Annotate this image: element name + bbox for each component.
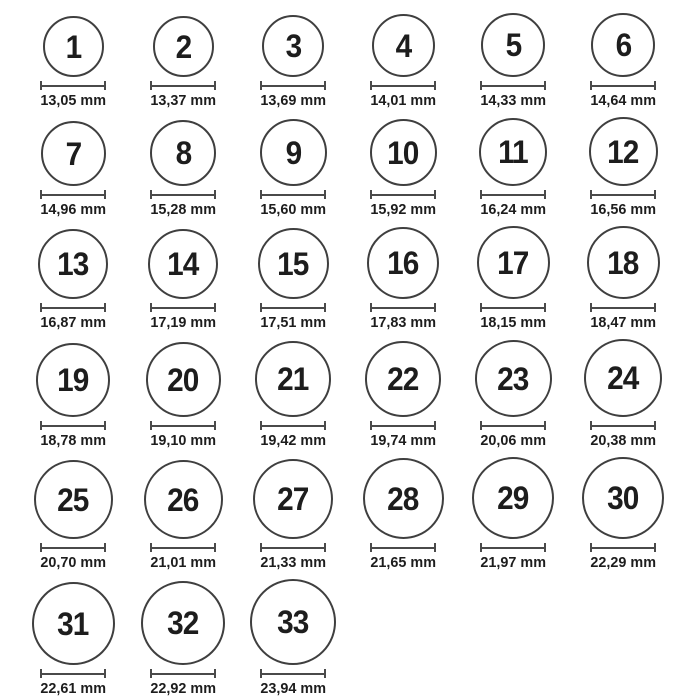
ring-size-number: 1: [65, 28, 81, 65]
ring-circle: [367, 227, 439, 299]
diameter-label: 22,61 mm: [40, 680, 106, 697]
ring-circle: [260, 119, 327, 186]
ring-size-item: [458, 118, 568, 219]
ring-size-number: 12: [607, 133, 639, 170]
ring-circle: [141, 581, 225, 665]
ring-circle: [479, 118, 547, 186]
diameter-dimension-line: [260, 669, 326, 678]
ring-size-number: 18: [607, 244, 639, 281]
ring-circle: [472, 457, 554, 539]
diameter-label: 20,38 mm: [590, 432, 656, 449]
ring-circle: [262, 15, 324, 77]
ring-size-item: [568, 339, 678, 450]
diameter-dimension-line: [590, 303, 656, 312]
ring-size-item: [568, 13, 678, 110]
ring-size-item: [18, 121, 128, 219]
ring-size-number: 4: [395, 27, 411, 64]
ring-size-number: 22: [387, 361, 419, 397]
ring-size-number: 21: [277, 361, 309, 397]
diameter-label: 13,05 mm: [40, 92, 106, 109]
diameter-dimension-line: [260, 421, 326, 430]
chart-row: [18, 13, 700, 110]
ring-size-item: [18, 343, 128, 450]
ring-circle: [370, 119, 437, 186]
ring-size-number: 30: [607, 480, 639, 516]
diameter-dimension-line: [370, 303, 436, 312]
ring-size-item: [568, 457, 678, 572]
diameter-dimension-line: [40, 421, 106, 430]
ring-circle: [150, 120, 216, 186]
diameter-label: 13,69 mm: [260, 92, 326, 109]
ring-size-item: [128, 581, 238, 698]
diameter-dimension-line: [480, 190, 546, 199]
ring-size-number: 33: [277, 604, 309, 640]
ring-circle: [38, 229, 108, 299]
diameter-dimension-line: [590, 190, 656, 199]
ring-size-item: [348, 14, 458, 110]
ring-size-number: 31: [57, 605, 89, 642]
diameter-dimension-line: [370, 81, 436, 90]
diameter-label: 14,33 mm: [480, 92, 546, 109]
ring-circle: [153, 16, 214, 77]
diameter-dimension-line: [370, 543, 436, 552]
diameter-label: 16,24 mm: [480, 201, 546, 218]
diameter-label: 18,47 mm: [590, 314, 656, 331]
ring-size-item: [458, 457, 568, 572]
ring-size-number: 26: [167, 481, 199, 518]
diameter-label: 17,83 mm: [370, 314, 436, 331]
ring-size-number: 6: [615, 27, 631, 63]
diameter-dimension-line: [590, 421, 656, 430]
diameter-dimension-line: [370, 421, 436, 430]
ring-circle: [582, 457, 664, 539]
diameter-label: 23,94 mm: [260, 680, 326, 697]
diameter-dimension-line: [480, 543, 546, 552]
diameter-dimension-line: [40, 81, 106, 90]
ring-size-number: 24: [607, 360, 639, 396]
diameter-dimension-line: [150, 303, 216, 312]
diameter-dimension-line: [590, 543, 656, 552]
ring-size-number: 13: [57, 246, 89, 282]
ring-size-number: 28: [387, 480, 419, 517]
diameter-dimension-line: [150, 81, 216, 90]
ring-size-number: 15: [277, 245, 309, 282]
ring-circle: [363, 458, 444, 539]
diameter-label: 20,70 mm: [40, 554, 106, 571]
ring-size-number: 20: [167, 361, 199, 398]
diameter-label: 14,01 mm: [370, 92, 436, 109]
ring-size-item: [458, 13, 568, 110]
diameter-dimension-line: [40, 669, 106, 678]
ring-size-item: [18, 16, 128, 110]
ring-circle: [372, 14, 435, 77]
ring-circle: [41, 121, 106, 186]
ring-circle: [481, 13, 545, 77]
ring-circle: [589, 117, 658, 186]
ring-circle: [365, 341, 441, 417]
ring-size-item: [568, 117, 678, 219]
ring-size-number: 11: [498, 134, 528, 170]
diameter-dimension-line: [40, 543, 106, 552]
ring-size-item: [238, 15, 348, 110]
diameter-label: 14,64 mm: [590, 92, 656, 109]
ring-size-item: [238, 459, 348, 572]
ring-circle: [591, 13, 655, 77]
ring-size-number: 8: [175, 135, 191, 171]
chart-row: [18, 579, 700, 698]
ring-size-number: 2: [175, 28, 191, 65]
ring-size-number: 7: [65, 135, 81, 172]
diameter-dimension-line: [150, 190, 216, 199]
ring-circle: [250, 579, 336, 665]
diameter-dimension-line: [370, 190, 436, 199]
diameter-label: 16,56 mm: [590, 201, 656, 218]
diameter-label: 19,74 mm: [370, 432, 436, 449]
chart-row: [18, 457, 700, 572]
ring-circle: [477, 226, 550, 299]
ring-circle: [34, 460, 113, 539]
ring-circle: [258, 228, 329, 299]
ring-size-item: [128, 229, 238, 332]
diameter-label: 21,65 mm: [370, 554, 436, 571]
diameter-label: 18,15 mm: [480, 314, 546, 331]
ring-size-item: [128, 342, 238, 450]
diameter-dimension-line: [260, 543, 326, 552]
diameter-label: 13,37 mm: [150, 92, 216, 109]
diameter-dimension-line: [150, 421, 216, 430]
ring-size-number: 29: [497, 480, 529, 516]
ring-size-item: [458, 226, 568, 332]
ring-size-number: 9: [285, 134, 301, 171]
ring-size-item: [238, 228, 348, 332]
diameter-dimension-line: [480, 81, 546, 90]
ring-size-item: [348, 119, 458, 219]
ring-size-number: 16: [387, 245, 419, 281]
ring-size-item: [128, 460, 238, 572]
ring-size-item: [128, 16, 238, 110]
ring-circle: [32, 582, 115, 665]
ring-circle: [255, 341, 331, 417]
diameter-dimension-line: [480, 421, 546, 430]
diameter-dimension-line: [260, 81, 326, 90]
ring-size-item: [18, 460, 128, 572]
diameter-label: 20,06 mm: [480, 432, 546, 449]
ring-circle: [144, 460, 223, 539]
diameter-label: 21,97 mm: [480, 554, 546, 571]
diameter-label: 22,92 mm: [150, 680, 216, 697]
ring-size-item: [128, 120, 238, 219]
diameter-label: 18,78 mm: [40, 432, 106, 449]
diameter-dimension-line: [260, 190, 326, 199]
ring-circle: [148, 229, 218, 299]
ring-size-number: 10: [387, 134, 419, 171]
diameter-label: 21,33 mm: [260, 554, 326, 571]
ring-size-number: 17: [497, 244, 529, 281]
ring-size-item: [238, 119, 348, 219]
ring-circle: [43, 16, 104, 77]
ring-size-item: [238, 579, 348, 698]
diameter-dimension-line: [590, 81, 656, 90]
ring-circle: [584, 339, 662, 417]
ring-size-number: 19: [57, 362, 89, 398]
ring-size-item: [348, 458, 458, 572]
ring-size-item: [348, 341, 458, 450]
chart-row: [18, 226, 700, 332]
ring-size-item: [348, 227, 458, 332]
diameter-label: 14,96 mm: [40, 201, 106, 218]
diameter-label: 21,01 mm: [150, 554, 216, 571]
diameter-label: 15,28 mm: [150, 201, 216, 218]
ring-circle: [36, 343, 110, 417]
ring-size-number: 14: [167, 246, 199, 282]
ring-size-number: 23: [497, 360, 529, 397]
ring-circle: [475, 340, 552, 417]
ring-circle: [146, 342, 221, 417]
diameter-dimension-line: [480, 303, 546, 312]
ring-circle: [587, 226, 660, 299]
diameter-dimension-line: [260, 303, 326, 312]
diameter-label: 19,42 mm: [260, 432, 326, 449]
diameter-label: 17,51 mm: [260, 314, 326, 331]
ring-size-item: [458, 340, 568, 450]
chart-row: [18, 339, 700, 450]
diameter-dimension-line: [150, 543, 216, 552]
diameter-label: 15,60 mm: [260, 201, 326, 218]
diameter-label: 16,87 mm: [40, 314, 106, 331]
ring-size-number: 5: [505, 27, 521, 63]
chart-row: [18, 117, 700, 219]
diameter-label: 22,29 mm: [590, 554, 656, 571]
ring-size-number: 32: [167, 605, 199, 641]
ring-size-item: [568, 226, 678, 332]
ring-size-number: 25: [57, 481, 89, 518]
diameter-dimension-line: [150, 669, 216, 678]
diameter-dimension-line: [40, 190, 106, 199]
diameter-dimension-line: [40, 303, 106, 312]
ring-circle: [253, 459, 333, 539]
ring-size-number: 27: [277, 481, 309, 517]
diameter-label: 15,92 mm: [370, 201, 436, 218]
diameter-label: 17,19 mm: [150, 314, 216, 331]
ring-size-item: [18, 229, 128, 332]
diameter-label: 19,10 mm: [150, 432, 216, 449]
ring-size-item: [238, 341, 348, 450]
ring-size-item: [18, 582, 128, 698]
ring-size-number: 3: [285, 28, 301, 64]
